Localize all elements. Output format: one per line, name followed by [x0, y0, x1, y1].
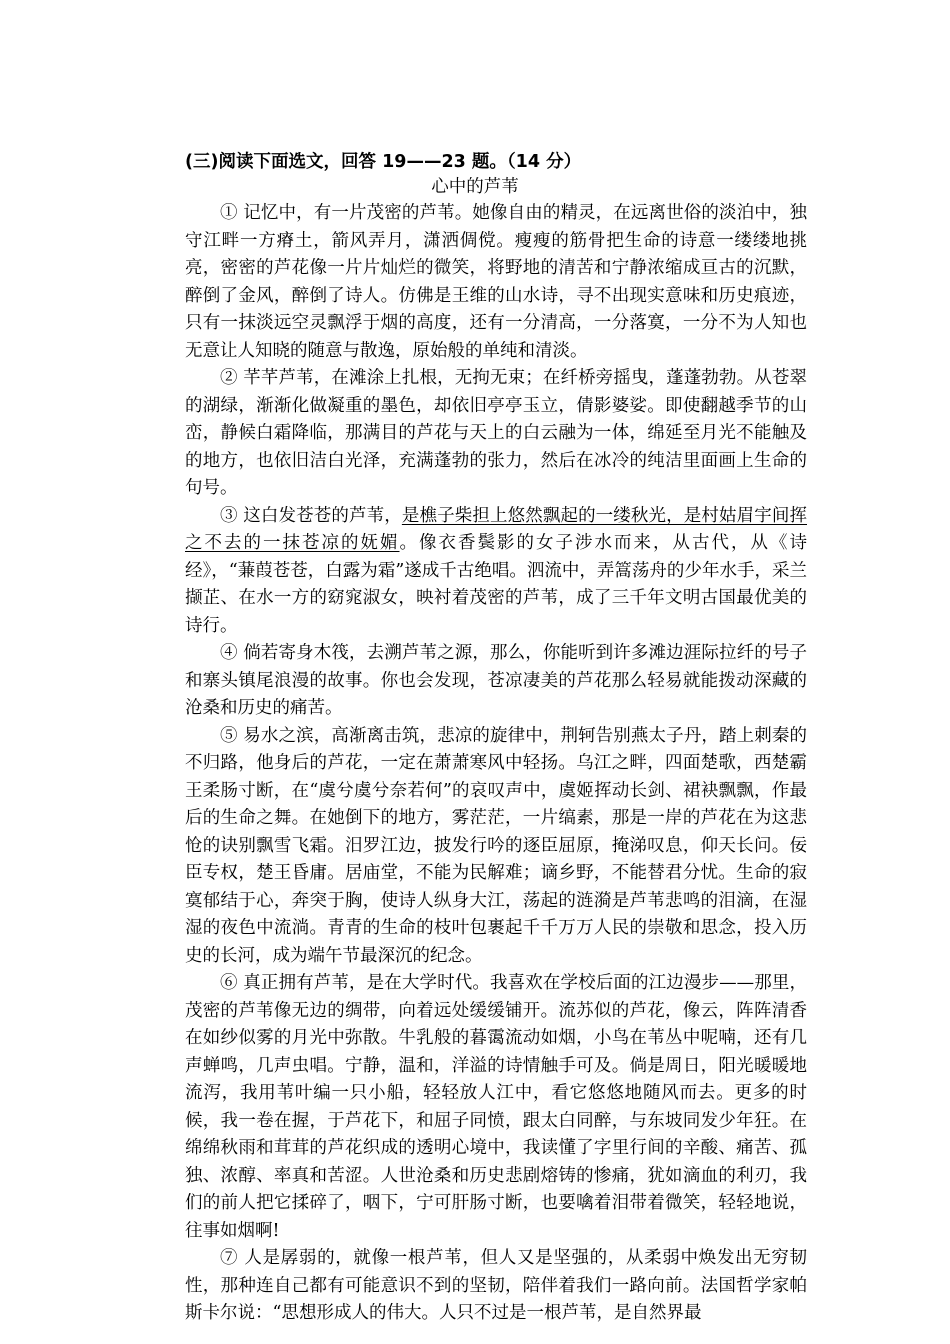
paragraph-3-rest: 。像衣香鬓影的女子涉水而来，从古代，从《诗经》，“蒹葭苍苍，白露为霜”遂成千古绝唱。泗流中，弄篙荡舟的少年水手，采兰撷芷、在水一方的窈窕淑女，映衬着茂密的芦苇，成了三千年文明古国最优美的诗行。	[185, 533, 807, 636]
paragraph-5: ⑤ 易水之滨，高渐离击筑，悲凉的旋律中，荆轲告别燕太子丹，踏上刺秦的不归路，他身后的芦花，一定在萧萧寒风中轻扬。乌江之畔，四面楚歌，西楚霸王柔肠寸断，在“虞兮虞兮奈若何”的哀叹声中，虞姬挥动长剑、裙袂飘飘，作最后的生命之舞。在她倒下的地方，雾茫茫，一片缟素，那是一岸的芦花在为这悲怆的诀别飘雪飞霜。汨罗江边，披发行吟的逐臣屈原，掩涕叹息，仰天长问。佞臣专权，楚王昏庸。居庙堂，不能为民解难；谪乡野，不能替君分忧。生命的寂寞郁结于心，奔突于胸，使诗人纵身大江，荡起的涟漪是芦苇悲鸣的泪滴，在湿湿的夜色中流淌。青青的生命的枝叶包裹起千千万万人民的崇敬和思念，投入历史的长河，成为端午节最深沉的纪念。	[185, 725, 807, 966]
article-body	[185, 200, 807, 1328]
underlined-sentence: 是樵子柴担上悠然飘起的一缕秋光，是村姑眉宇间挥之不去的一抹苍凉的妩媚	[185, 505, 807, 553]
paragraph-1: ① 记忆中，有一片茂密的芦苇。她像自由的精灵，在远离世俗的淡泊中，独守江畔一方瘠土，箭风弄月，潇洒倜傥。瘦瘦的筋骨把生命的诗意一缕缕地挑亮，密密的芦花像一片片灿烂的微笑，将野地的清苦和宁静浓缩成亘古的沉默，醉倒了金风，醉倒了诗人。仿佛是王维的山水诗，寻不出现实意味和历史痕迹，只有一抹淡远空灵飘浮于烟的高度，还有一分清高，一分落寞，一分不为人知也无意让人知晓的随意与散逸，原始般的单纯和清淡。	[185, 203, 807, 361]
paragraph-6: ⑥ 真正拥有芦苇，是在大学时代。我喜欢在学校后面的江边漫步——那里，茂密的芦苇像无边的绸带，向着远处缓缓铺开。流苏似的芦花，像云，阵阵清香在如纱似雾的月光中弥散。牛乳般的暮霭流动如烟，小鸟在苇丛中呢喃，还有几声蝉鸣，几声虫唱。宁静，温和，洋溢的诗情触手可及。倘是周日，阳光暖暖地流泻，我用苇叶编一只小船，轻轻放人江中，看它悠悠地随风而去。更多的时候，我一卷在握，于芦花下，和屈子同愤，跟太白同醉，与东坡同发少年狂。在绵绵秋雨和茸茸的芦花织成的透明心境中，我读懂了字里行间的辛酸、痛苦、孤独、浓醇、率真和苦涩。人世沧桑和历史悲剧熔铸的惨痛，犹如滴血的利刃，我们的前人把它揉碎了，咽下，宁可肝肠寸断，也要噙着泪带着微笑，轻轻地说，往事如烟啊!	[185, 973, 807, 1241]
article-title: 心中的芦苇	[431, 177, 519, 197]
paragraph-2: ② 芊芊芦苇，在滩涂上扎根，无拘无束；在纤桥旁摇曳，蓬蓬勃勃。从苍翠的湖绿，渐渐化做凝重的墨色，却依旧亭亭玉立，倩影婆娑。即使翻越季节的山峦，静候白霜降临，那满目的芦花与天上的白云融为一体，绵延至月光不能触及的地方，也依旧洁白光泽，充满蓬勃的张力，然后在冰冷的纯洁里面画上生命的句号。	[185, 368, 807, 498]
section-heading: (三)阅读下面选文，回答 19——23 题。（14 分）	[185, 152, 582, 172]
paragraph-3-lead: ③ 这白发苍苍的芦苇，	[220, 505, 402, 526]
paragraph-4: ④ 倘若寄身木筏，去溯芦苇之源，那么，你能听到许多滩边涯际拉纤的号子和寨头镇尾浪漫的故事。你也会发现，苍凉凄美的芦花那么轻易就能拨动深藏的沧桑和历史的痛苦。	[185, 643, 807, 718]
paragraph-3	[185, 503, 807, 641]
paragraph-7: ⑦ 人是孱弱的，就像一根芦苇，但人又是坚强的，从柔弱中焕发出无穷韧性，那种连自己都有可能意识不到的坚韧，陪伴着我们一路向前。法国哲学家帕斯卡尔说：“思想形成人的伟大。人只不过是一根芦苇，是自然界最	[185, 1248, 807, 1323]
